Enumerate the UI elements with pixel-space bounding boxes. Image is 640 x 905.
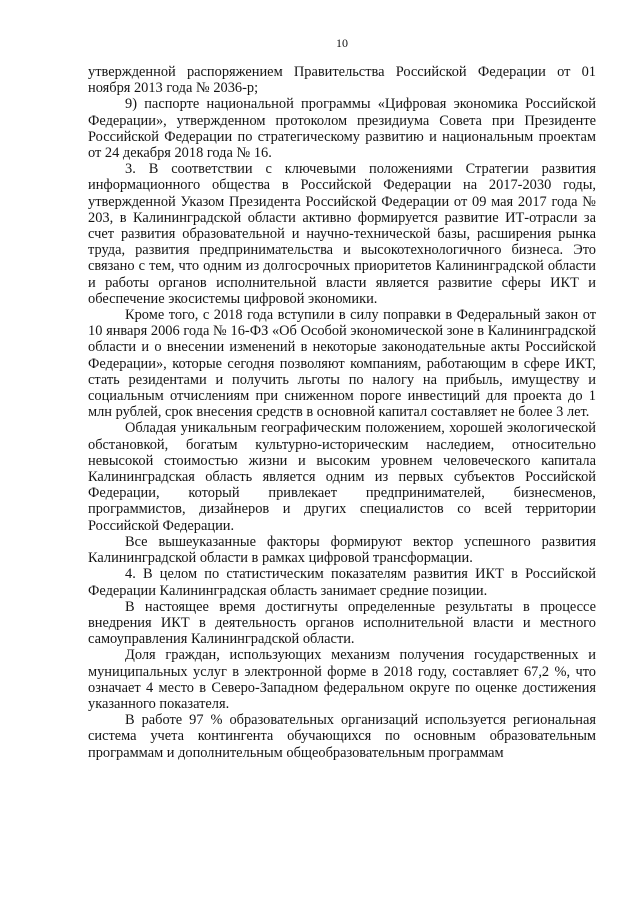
paragraph-federal-law: Кроме того, с 2018 года вступили в силу поправки в Федеральный закон от 10 января 2006 года № 16-ФЗ «Об Особой экономической зоне в Калининградской области и о внесении изменений в некоторые законодательные акты Российской Федерации», которые сегодня позволяют компаниям, работающим в сфере ИКТ, стать резидентами и получить льготы по налогу на прибыль, имуществу и социальным отчислениям при сниженном пороге инвестиций для проекта до 1 млн рублей, срок внесения средств в основной капитал составляет не более 3 лет. (88, 307, 596, 421)
page-number: 10 (336, 36, 348, 50)
paragraph-education: В работе 97 % образовательных организаций используется региональная система учета контингента обучающихся по основным образовательным программам и дополнительным общеобразовательным программам (88, 712, 596, 761)
paragraph-results: В настоящее время достигнуты определенные результаты в процессе внедрения ИКТ в деятельность органов исполнительной власти и местного самоуправления Калининградской области. (88, 598, 596, 648)
paragraph-section-4: 4. В целом по статистическим показателям развития ИКТ в Российской Федерации Калининградская область занимает средние позиции. (88, 566, 596, 599)
paragraph-1-continuation: утвержденной распоряжением Правительства Российской Федерации от 01 ноября 2013 года № 2036-р; (88, 64, 596, 97)
paragraph-e-services: Доля граждан, использующих механизм получения государственных и муниципальных услуг в электронной форме в 2018 году, составляет 67,2 %, что означает 4 место в Северо-Западном федеральном округе по оценке достижения указанного показателя. (88, 647, 596, 712)
paragraph-item-9: 9) паспорте национальной программы «Цифровая экономика Российской Федерации», утвержденном протоколом президиума Совета при Президенте Российской Федерации по стратегическому развитию и национальным проектам от 24 декабря 2018 года № 16. (88, 96, 596, 162)
paragraph-section-3: 3. В соответствии с ключевыми положениями Стратегии развития информационного общества в Российской Федерации на 2017-2030 годы, утвержденной Указом Президента Российской Федерации от 09 мая 2017 года № 203, в Калининградской области активно формируется развитие ИТ-отрасли за счет развития образовательной и научно-технической базы, расширения рынка труда, развития предпринимательства и высокотехнологичного бизнеса. Это связано с тем, что одним из долгосрочных приоритетов Калининградской области и работы органов исполнительной власти является развитие сферы ИКТ и обеспечение экосистемы цифровой экономики. (88, 161, 596, 307)
paragraph-region-advantages: Обладая уникальным географическим положением, хорошей экологической обстановкой, богатым культурно-историческим наследием, относительно невысокой стоимостью жизни и высоким уровнем человеческого капитала Калининградская область является одним из первых субъектов Российской Федерации, который привлекает предпринимателей, бизнесменов, программистов, дизайнеров и других специалистов со всей территории Российской Федерации. (88, 420, 596, 534)
paragraph-factors: Все вышеуказанные факторы формируют вектор успешного развития Калининградской области в рамках цифровой трансформации. (88, 533, 596, 567)
